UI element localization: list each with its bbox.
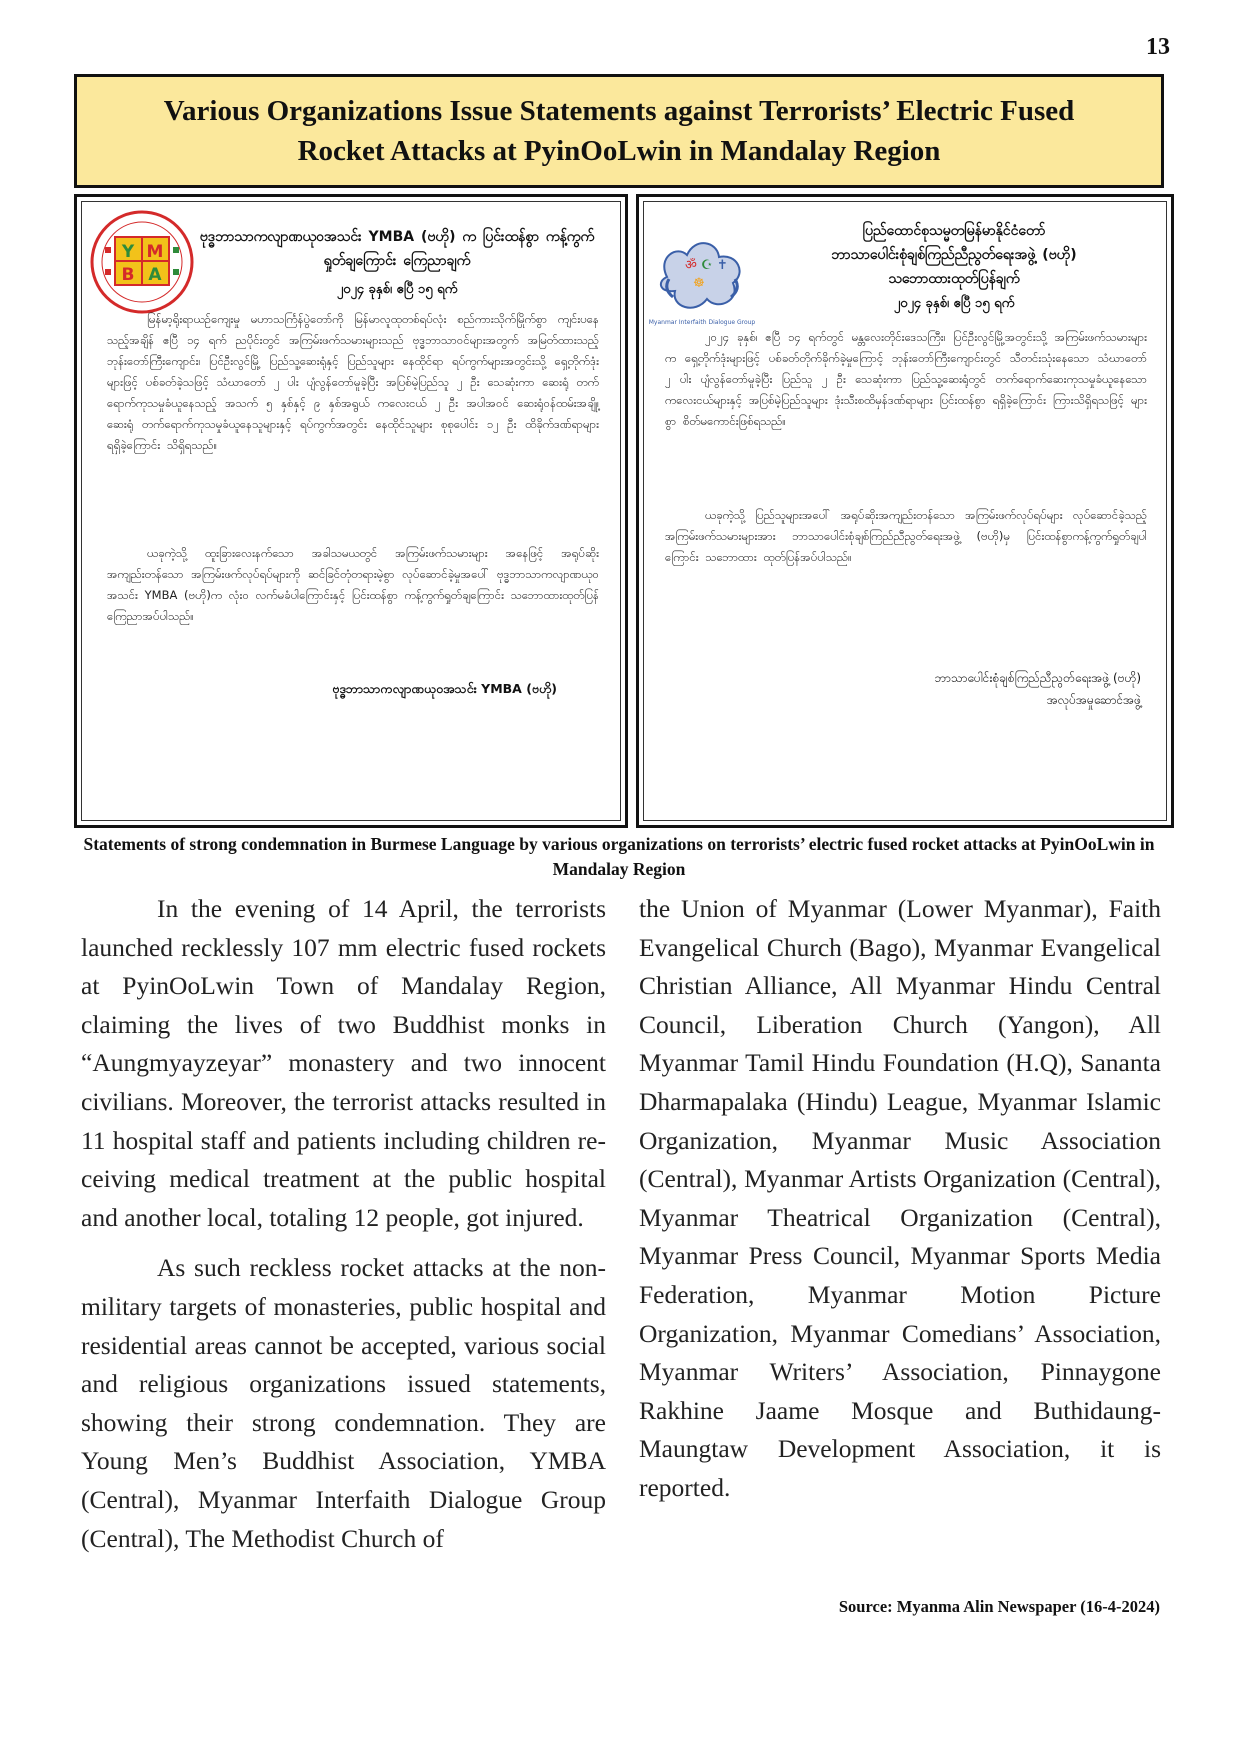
statement-signature: ဘာသာပေါင်းစုံချစ်ကြည်ညီညွတ်ရေးအဖွဲ့ (ဗဟို) အလုပ်အမှုဆောင်အဖွဲ့	[934, 671, 1141, 707]
svg-text:☸: ☸	[693, 276, 705, 291]
svg-text:B: B	[121, 265, 135, 285]
svg-text:A: A	[148, 265, 162, 285]
statement-date: ၂၀၂၄ ခုနှစ်၊ ဧပြီ ၁၅ ရက်	[336, 282, 458, 297]
statement-paragraph: ၂၀၂၄ ခုနှစ်၊ ဧပြီ ၁၄ ရက်တွင် မန္တလေးတိုင်းဒေသကြီး၊ ပြင်ဦးလွင်မြို့အတွင်းသို့ အကြမ်းဖက်သမားများက ရှေ့တိုက်ဒုံးများဖြင့် ပစ်ခတ်တိုက်ခိုက်ခဲ့မှုကြောင့် ဘုန်းတော်ကြီးကျောင်းတွင် သီတင်းသုံးနေသော သံဃာတော် ၂ ပါး ပျံလွန်တော်မူခဲ့ပြီး ပြည်သူ ၂ ဦး သေဆုံးကာ ပြည်သူ့ဆေးရုံတွင် တက်ရောက်ဆေးကုသမှုခံယူနေသော ကလေးငယ်များနှင့် အပြစ်မဲ့ပြည်သူများ ဒုံးသီးစထိမှန်ဒဏ်ရာများ ပြင်းထန်စွာ ရရှိခဲ့ကြောင်း ကြားသိရှိရသဖြင့် များစွာ စိတ်မကောင်းဖြစ်ရသည်။	[665, 330, 1147, 428]
statement-ymba	[74, 194, 628, 828]
interfaith-logo-icon	[647, 227, 757, 327]
svg-text:☪: ☪	[701, 258, 713, 273]
article-paragraph: In the evening of 14 April, the terrorists launched recklessly 107 mm electric fused rockets at PyinOoLwin Town of Mandalay Region, claiming the lives of two Buddhist monks in “Aungmyayzeyar” monastery and two innocent civilians. Moreover, the terrorist attacks resulted in 11 hospital staff and patients including children receiving medical treatment at the public hospital and another local, totaling 12 people, got injured.	[81, 894, 606, 1232]
title-banner	[74, 74, 1164, 188]
svg-text:Y: Y	[121, 242, 135, 262]
page-number: 13	[1146, 34, 1170, 60]
article-column-left	[81, 890, 606, 1558]
image-caption: Statements of strong condemnation in Burmese Language by various organizations on terrorists’ electric fused rocket attacks at PyinOoLwin in Mandalay Region	[83, 834, 1155, 879]
source-credit: Source: Myanma Alin Newspaper (16-4-2024)	[838, 1597, 1160, 1616]
article-paragraph: the Union of Myanmar (Lower Myanmar), Faith Evangelical Church (Bago), Myanmar Evangelical Christian Alliance, All Myanmar Hindu Central Council, Liberation Church (Yangon), All Myanmar Tamil Hindu Foundation (H.Q), Sananta Dharmapalaka (Hindu) League, Myanmar Islamic Organization, Myanmar Music Association (Central), Myanmar Artists Organization (Central), Myanmar Theatrical Organization (Central), Myanmar Press Council, Myanmar Sports Media Federation, Myanmar Motion Picture Organization, Myanmar Comedians’ Association, Myanmar Writers’ Association, Pinnaygone Rakhine Jaame Mosque and Buthidaung-Maungtaw Development Association, it is reported.	[639, 894, 1161, 1502]
svg-text:✝: ✝	[717, 258, 728, 273]
ymba-logo-icon	[87, 207, 197, 317]
statement-heading: ပြည်ထောင်စုသမ္မတမြန်မာနိုင်ငံတော် ဘာသာပေါင်းစုံချစ်ကြည်ညီညွတ်ရေးအဖွဲ့ (ဗဟို) သဘောထားထုတ်ပြန်ချက်	[831, 223, 1077, 287]
statement-heading: ဗုဒ္ဓဘာသာကလျာဏယုဝအသင်း YMBA (ဗဟို) က ပြင်းထန်စွာ ကန့်ကွက်ရှုတ်ချကြောင်း ကြေညာချက်	[199, 229, 595, 269]
statement-signature: ဗုဒ္ဓဘာသာကလျာဏယုဝအသင်း YMBA (ဗဟို)	[332, 681, 557, 696]
article-column-right	[639, 890, 1161, 1508]
statement-date: ၂၀၂၄ ခုနှစ်၊ ဧပြီ ၁၅ ရက်	[893, 296, 1015, 311]
statement-paragraph: ယခုကဲ့သို့ ထူးခြားလေးနက်သော အခါသမယတွင် အကြမ်းဖက်သမားများ အနေဖြင့် အရုပ်ဆိုး အကျည်းတန်သော အကြမ်းဖက်လုပ်ရပ်များကို ဆင်ခြင်တုံတရားမဲ့စွာ လုပ်ဆောင်ခဲ့မှုအပေါ် ဗုဒ္ဓဘာသာကလျာဏယုဝအသင်း YMBA (ဗဟို)က လုံးဝ လက်မခံပါကြောင်းနှင့် ပြင်းထန်စွာ ကန့်ကွက်ရှုတ်ချကြောင်း သဘောထားထုတ်ပြန် ကြေညာအပ်ပါသည်။	[107, 546, 599, 623]
statement-interfaith	[636, 194, 1174, 828]
logo-caption: Myanmar Interfaith Dialogue Group	[648, 319, 756, 326]
svg-text:ॐ: ॐ	[685, 258, 697, 273]
svg-text:M: M	[146, 242, 164, 262]
page-title: Various Organizations Issue Statements against Terrorists’ Electric Fused Rocket Attacks at PyinOoLwin in Mandalay Region	[163, 95, 1075, 167]
statement-paragraph: မြန်မာ့ရိုးရာယဉ်ကျေးမှု မဟာသင်္ကြန်ပွဲတော်ကို မြန်မာလူထုတစ်ရပ်လုံး စည်ကားသိုက်မြိုက်စွာ ကျင်းပနေသည့်အချိန် ဧပြီ ၁၄ ရက် ညပိုင်းတွင် အကြမ်းဖက်သမားများသည် ဗုဒ္ဓဘာသာဝင်များအတွက် အမြတ်ထားသည့် ဘုန်းတော်ကြီးကျောင်း၊ ပြင်ဦးလွင်မြို့ ပြည်သူ့ဆေးရုံနှင့် ပြည်သူများ နေထိုင်ရာ ရပ်ကွက်များအတွင်းသို့ ရှေ့တိုက်ဒုံးများဖြင့် ပစ်ခတ်ခဲ့သဖြင့် သံဃာတော် ၂ ပါး ပျံလွန်တော်မူခဲ့ပြီး အပြစ်မဲ့ပြည်သူ ၂ ဦး သေဆုံးကာ ဆေးရုံ တက်ရောက်ကုသမှုခံယူနေသည့် အသက် ၅ နှစ်နှင့် ၉ နှစ်အရွယ် ကလေးငယ် ၂ ဦး အပါအဝင် ဆေးရုံဝန်ထမ်းအချို့၊ ဆေးရုံ တက်ရောက်ကုသမှုခံယူနေသူများနှင့် ရပ်ကွက်အတွင်း နေထိုင်သူများ စုစုပေါင်း ၁၂ ဦး ထိခိုက်ဒဏ်ရာများ ရရှိခဲ့ကြောင်း သိရှိရသည်။	[107, 312, 599, 452]
statement-paragraph: ယခုကဲ့သို့ ပြည်သူများအပေါ် အရုပ်ဆိုးအကျည်းတန်သော အကြမ်းဖက်လုပ်ရပ်များ လုပ်ဆောင်ခဲ့သည့် အကြမ်းဖက်သမားများအား ဘာသာပေါင်းစုံချစ်ကြည်ညီညွတ်ရေးအဖွဲ့ (ဗဟို)မှ ပြင်းထန်စွာကန့်ကွက်ရှုတ်ချပါကြောင်း သဘောထား ထုတ်ပြန်အပ်ပါသည်။	[665, 508, 1147, 564]
article-paragraph: As such reckless rocket attacks at the non-military targets of monasteries, public hospital and residential areas cannot be accepted, various social and religious organizations issued statements, showing their strong condemnation. They are Young Men’s Buddhist Association, YMBA (Central), Myanmar Interfaith Dialogue Group (Central), The Methodist Church of	[81, 1253, 606, 1553]
